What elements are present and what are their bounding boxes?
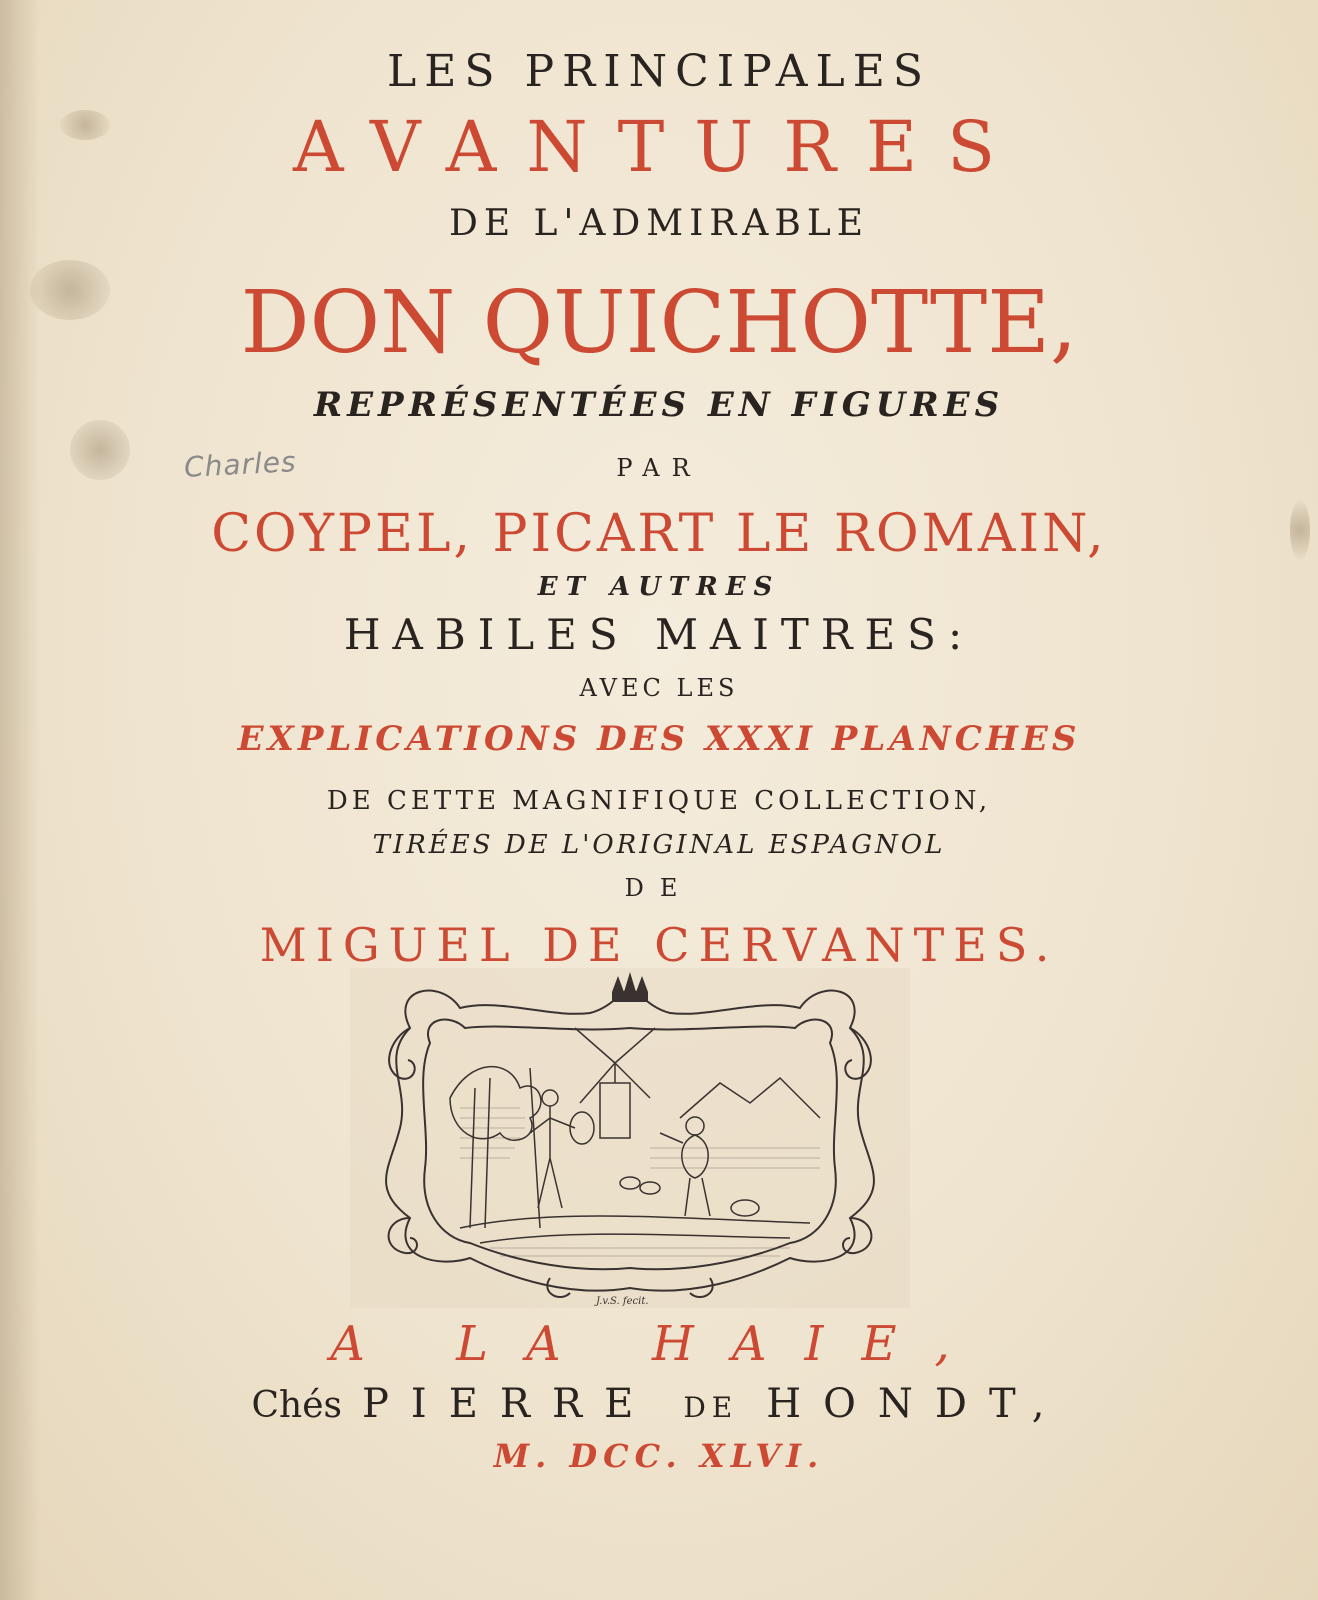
engraver-signature: J.v.S. fecit. (596, 1296, 649, 1307)
imprint-year: M. DCC. XLVI. (493, 1437, 825, 1475)
title-line-explications: EXPLICATIONS DES XXXI PLANCHES (237, 719, 1081, 759)
imprint-ches: Chés (251, 1385, 342, 1426)
title-line-par: PAR (616, 454, 702, 482)
title-line-artists: COYPEL, PICART LE ROMAIN, (211, 504, 1107, 564)
title-line-de: DE (624, 874, 694, 902)
title-line-avec-les: AVEC LES (579, 674, 739, 702)
imprint-first-name: PIERRE (362, 1381, 656, 1427)
imprint-last-name: HONDT, (766, 1381, 1067, 1427)
subtitle-representees: REPRÉSENTÉES EN FIGURES (313, 385, 1005, 425)
title-line-cette-collection: DE CETTE MAGNIFIQUE COLLECTION, (326, 786, 992, 816)
manuscript-note: Charles (183, 445, 298, 484)
imprint-publisher (0, 1381, 1318, 1427)
title-line-tirees: TIRÉES DE L'ORIGINAL ESPAGNOL (372, 830, 946, 860)
title-line-avantures: AVANTURES (292, 106, 1026, 188)
title-line-et-autres: ET AUTRES (537, 572, 781, 602)
title-line-don-quichotte: DON QUICHOTTE, (240, 273, 1078, 373)
title-line-de-l-admirable: DE L'ADMIRABLE (448, 203, 870, 244)
title-line-habiles-maitres: HABILES MAITRES: (343, 610, 975, 659)
title-line-cervantes: MIGUEL DE CERVANTES. (259, 918, 1059, 972)
title-line-les-principales: LES PRINCIPALES (387, 46, 931, 97)
cartouche-engraving-windmill-knight-icon (350, 968, 910, 1308)
imprint-de: DE (683, 1391, 739, 1424)
cartouche-vignette (350, 968, 910, 1308)
imprint-city: A LA HAIE, (330, 1316, 988, 1372)
